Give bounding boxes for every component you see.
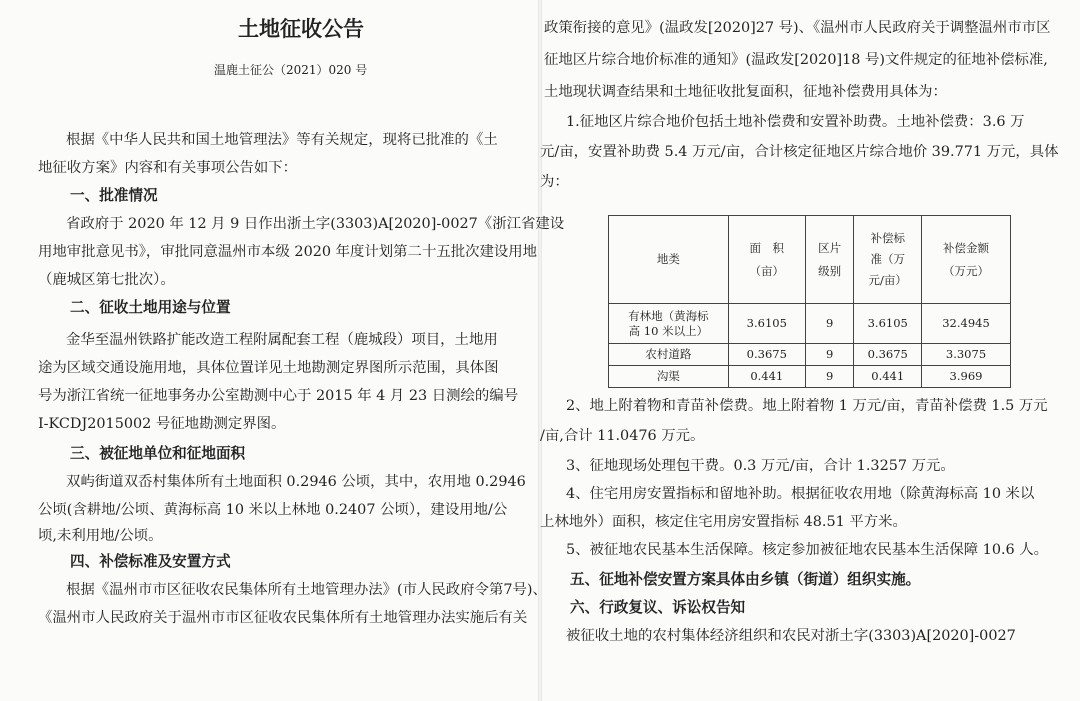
doc-number: 温鹿土征公（2021）020 号	[214, 63, 368, 77]
header-land-type: 地类	[609, 216, 729, 304]
section-2-line-2: 途为区域交通设施用地，具体位置详见土地勘测定界图所示范围，具体图	[38, 360, 499, 376]
section-1-line-2: 用地审批意见书》，审批同意温州市本级 2020 年度计划第二十五批次建设用地	[38, 244, 538, 260]
header-amount: 补偿金额 （万元）	[922, 216, 1011, 304]
section-1-heading: 一、批准情况	[70, 187, 158, 204]
cell-amount: 3.3075	[922, 344, 1011, 366]
section-4-line-2: 《温州市人民政府关于温州市市区征收农民集体所有土地管理办法实施后有关	[38, 610, 528, 626]
cell-level: 9	[805, 366, 854, 388]
item-1-line-1: 1.征地区片综合地价包括土地补偿费和安置补助费。土地补偿费：3.6 万	[566, 114, 1025, 130]
cell-land-type: 有林地（黄海标 高 10 米以上）	[609, 304, 729, 344]
cell-amount: 3.969	[922, 366, 1011, 388]
item-4-line-2: 上林地外）面积，核定住宅用房安置指标 48.51 平方米。	[540, 514, 907, 530]
section-6-line-1: 被征收土地的农村集体经济组织和农民对浙土字(3303)A[2020]-0027	[566, 628, 1016, 644]
section-1-line-1: 省政府于 2020 年 12 月 9 日作出浙土字(3303)A[2020]-0027《浙江省建设	[66, 216, 565, 232]
section-3-line-1: 双屿街道双岙村集体所有土地面积 0.2946 公顷，其中，农用地 0.2946	[66, 474, 526, 490]
item-2-line-1: 2、地上附着物和青苗补偿费。地上附着物 1 万元/亩，青苗补偿费 1.5 万元	[566, 398, 1048, 414]
section-1-line-3: （鹿城区第七批次）。	[38, 272, 175, 288]
item-2-line-2: /亩,合计 11.0476 万元。	[540, 428, 705, 444]
cell-land-type: 沟渠	[609, 366, 729, 388]
item-4-line-1: 4、住宅用房安置指标和留地补助。根据征收农用地（除黄海标高 10 米以	[566, 486, 1035, 502]
section-2-line-4: I-KCDJ2015002 号征地勘测定界图。	[38, 416, 286, 432]
table-header-row	[609, 216, 1011, 304]
section-3-line-3: 顷,未利用地/公顷。	[38, 528, 163, 544]
table-row	[609, 366, 1011, 388]
section-2-line-1: 金华至温州铁路扩能改造工程附属配套工程（鹿城段）项目，土地用	[66, 332, 498, 348]
cell-area: 0.3675	[728, 344, 805, 366]
cell-level: 9	[805, 344, 854, 366]
continuation-line-1: 政策衔接的意见》(温政发[2020]27 号)、《温州市人民政府关于调整温州市市区	[544, 20, 1051, 36]
section-3-line-2: 公顷(含耕地/公顷、黄海标高 10 米以上林地 0.2407 公顷），建设用地/公	[38, 502, 508, 518]
cell-rate: 0.3675	[854, 344, 922, 366]
cell-land-type: 农村道路	[609, 344, 729, 366]
continuation-line-3: 土地现状调查结果和土地征收批复面积，征地补偿费用具体为：	[544, 84, 947, 100]
section-4-line-1: 根据《温州市市区征收农民集体所有土地管理办法》(市人民政府令第7号)、	[66, 582, 547, 598]
cell-rate: 0.441	[854, 366, 922, 388]
header-zone-level: 区片 级别	[805, 216, 854, 304]
section-5-heading: 五、征地补偿安置方案具体由乡镇（街道）组织实施。	[570, 571, 921, 588]
cell-area: 3.6105	[728, 304, 805, 344]
intro-line-2: 地征收方案》内容和有关事项公告如下：	[38, 160, 298, 176]
section-2-heading: 二、征收土地用途与位置	[70, 299, 231, 316]
intro-line-1: 根据《中华人民共和国土地管理法》等有关规定，现将已批准的《土	[66, 132, 498, 148]
header-area: 面 积 （亩）	[728, 216, 805, 304]
compensation-table	[608, 215, 1011, 388]
page-title: 土地征收公告	[238, 17, 364, 41]
continuation-line-2: 征地区片综合地价标准的通知》(温政发[2020]18 号)文件规定的征地补偿标准,	[544, 52, 1048, 68]
cell-amount: 32.4945	[922, 304, 1011, 344]
section-3-heading: 三、被征地单位和征地面积	[70, 445, 246, 462]
item-1-line-3: 为：	[540, 174, 569, 190]
item-1-line-2: 元/亩，安置补助费 5.4 万元/亩，合计核定征地区片综合地价 39.771 万元，具体	[540, 144, 1059, 160]
table-row	[609, 344, 1011, 366]
cell-level: 9	[805, 304, 854, 344]
item-5: 5、被征地农民基本生活保障。核定参加被征地农民基本生活保障 10.6 人。	[566, 542, 1049, 558]
cell-area: 0.441	[728, 366, 805, 388]
section-2-line-3: 号为浙江省统一征地事务办公室勘测中心于 2015 年 4 月 23 日测绘的编号	[38, 388, 519, 404]
cell-rate: 3.6105	[854, 304, 922, 344]
item-3: 3、征地现场处理包干费。0.3 万元/亩，合计 1.3257 万元。	[566, 458, 955, 474]
section-4-heading: 四、补偿标准及安置方式	[70, 553, 231, 570]
header-rate: 补偿标 准（万 元/亩）	[854, 216, 922, 304]
table-row	[609, 304, 1011, 344]
section-6-heading: 六、行政复议、诉讼权告知	[570, 599, 746, 616]
